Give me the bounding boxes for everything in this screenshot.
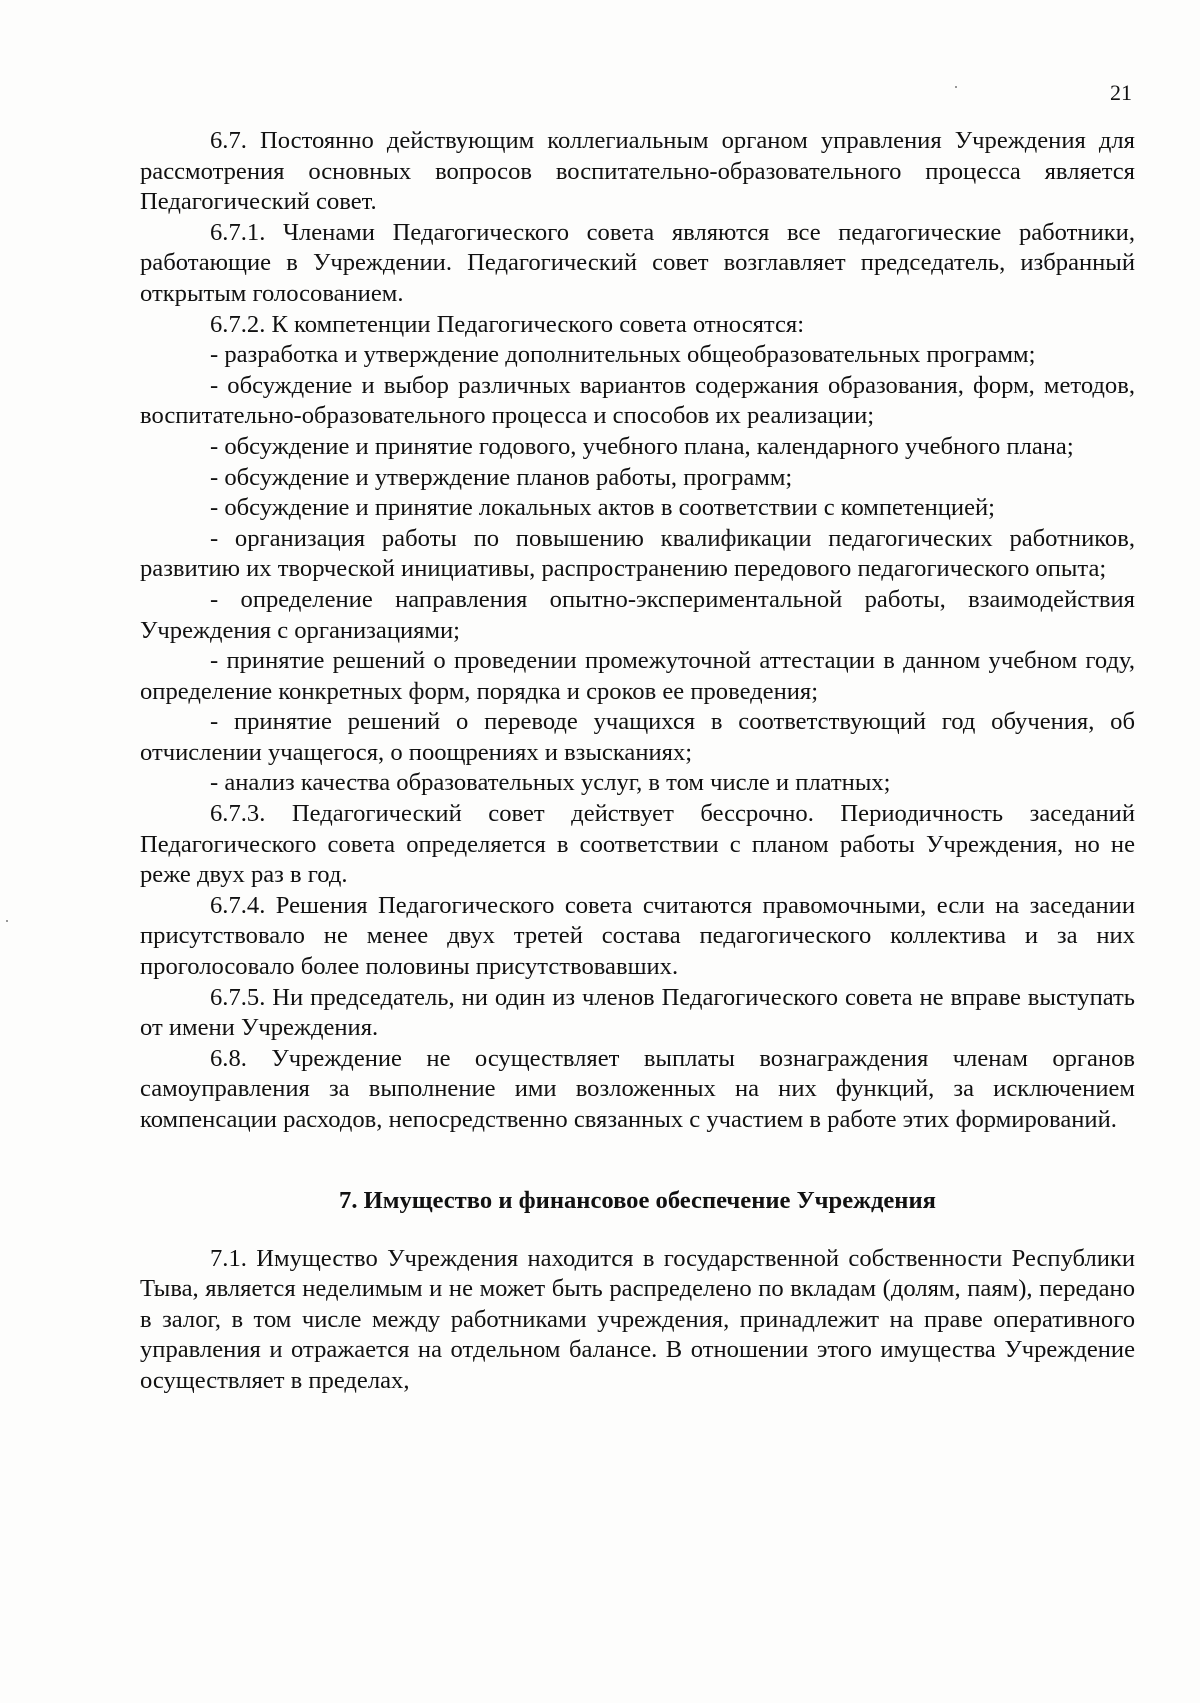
list-item: - принятие решений о переводе учащихся в соответствующий год обучения, об отчислении учащегося, о поощрениях и взысканиях; (140, 708, 1135, 766)
document-body (140, 126, 1135, 1397)
list-item: - разработка и утверждение дополнительных общеобразовательных программ; (210, 341, 1036, 369)
list-item: - принятие решений о проведении промежуточной аттестации в данном учебном году, определение конкретных форм, порядка и сроков ее проведения; (140, 647, 1135, 705)
list-item: - обсуждение и принятие годового, учебного плана, календарного учебного плана; (210, 432, 1074, 460)
paragraph-6-7-5: 6.7.5. Ни председатель, ни один из членов Педагогического совета не вправе выступать от имени Учреждения. (140, 983, 1135, 1042)
paragraph-6-7-2: 6.7.2. К компетенции Педагогического совета относятся: (210, 310, 805, 338)
list-item: - анализ качества образовательных услуг, в том числе и платных; (210, 769, 891, 797)
page-number: 21 (1110, 80, 1132, 105)
list-item: - организация работы по повышению квалификации педагогических работников, развитию их творческой инициативы, распространению передового педагогического опыта; (140, 524, 1135, 583)
list-item: - определение направления опытно-экспериментальной работы, взаимодействия Учреждения с организациями; (140, 585, 1135, 644)
paragraph-6-7-3: 6.7.3. Педагогический совет действует бессрочно. Периодичность заседаний Педагогического совета определяется в соответствии с планом работы Учреждения, но не реже двух раз в год. (140, 800, 1135, 889)
paragraph-6-7-1: 6.7.1. Членами Педагогического совета являются все педагогические работники, работающие в Учреждении. Педагогический совет возглавляет председатель, избранный открытым голосованием. (140, 218, 1135, 307)
list-item: - обсуждение и утверждение планов работы, программ; (210, 463, 793, 491)
paragraph-6-7: 6.7. Постоянно действующим коллегиальным органом управления Учреждения для рассмотрения основных вопросов воспитательно-образовательного процесса является Педагогический совет. (140, 127, 1135, 216)
paragraph-6-8: 6.8. Учреждение не осуществляет выплаты вознаграждения членам органов самоуправления за выполнение ими возложенных на них функций, за исключением компенсации расходов, непосредственно связанных с участием в работе этих формирований. (140, 1044, 1135, 1133)
scan-speck (955, 86, 957, 88)
scan-speck (6, 920, 8, 922)
paragraph-7-1: 7.1. Имущество Учреждения находится в государственной собственности Республики Тыва, является неделимым и не может быть распределено по вкладам (долям, паям), передано в залог, в том числе между работниками учреждения, принадлежит на праве оперативного управления и отражается на отдельном балансе. В отношении этого имущества Учреждение осуществляет в пределах, (140, 1244, 1135, 1394)
section-heading: 7. Имущество и финансовое обеспечение Учреждения (339, 1186, 936, 1214)
list-item: - обсуждение и принятие локальных актов в соответствии с компетенцией; (210, 494, 995, 522)
paragraph-6-7-4: 6.7.4. Решения Педагогического совета считаются правомочными, если на заседании присутствовало не менее двух третей состава педагогического коллектива и за них проголосовало более половины присутствовавших. (140, 891, 1135, 981)
list-item: - обсуждение и выбор различных вариантов содержания образования, форм, методов, воспитательно-образовательного процесса и способов их реализации; (140, 371, 1135, 430)
